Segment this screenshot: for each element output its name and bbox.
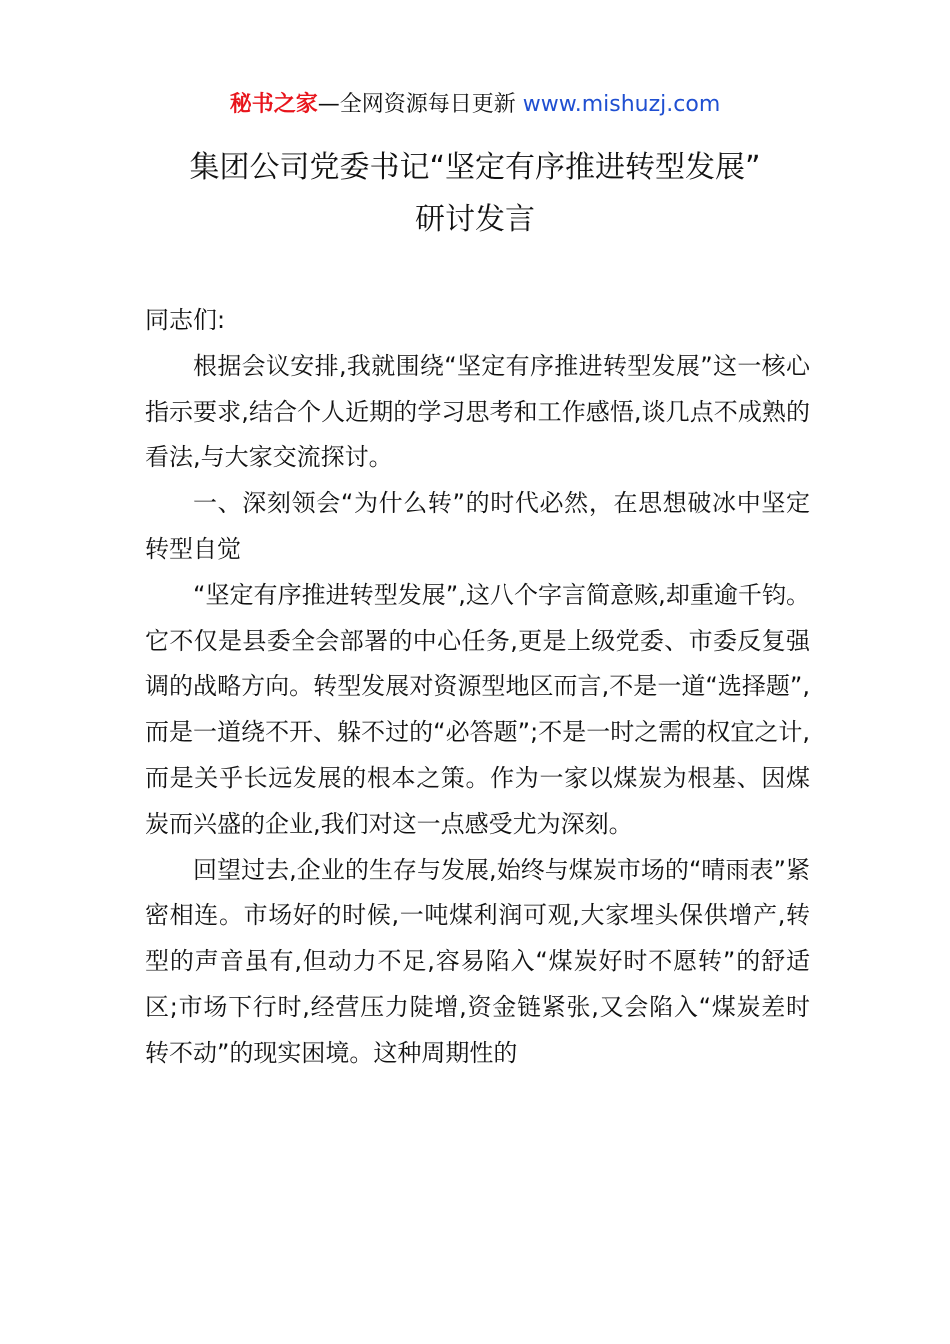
title-line-1: 集团公司党委书记“坚定有序推进转型发展” [189, 150, 761, 185]
document-title [60, 142, 890, 246]
body-paragraph: 回望过去,企业的生存与发展,始终与煤炭市场的“晴雨表”紧密相连。市场好的时候,一吨煤利润可观,大家埋头保供增产,转型的声音虽有,但动力不足,容易陷入“煤炭好时不愿转”的舒适区;市场下行时,经营压力陡增,资金链紧张,又会陷入“煤炭差时转不动”的现实困境。这种周期性的 [145, 855, 810, 1067]
title-line-2: 研讨发言 [415, 202, 535, 237]
header-tagline: —全网资源每日更新 [317, 92, 523, 117]
salutation: 同志们: [145, 306, 226, 334]
document-body [145, 298, 810, 1077]
section-heading: 一、深刻领会“为什么转”的时代必然，在思想破冰中坚定转型自觉 [145, 489, 810, 563]
site-header [0, 88, 950, 122]
body-paragraph: “坚定有序推进转型发展”,这八个字言简意赅,却重逾千钧。它不仅是县委全会部署的中心任务,更是上级党委、市委反复强调的战略方向。转型发展对资源型地区而言,不是一道“选择题”,而是一道绕不开、躲不过的“必答题”;不是一时之需的权宜之计,而是关乎长远发展的根本之策。作为一家以煤炭为根基、因煤炭而兴盛的企业,我们对这一点感受尤为深刻。 [145, 580, 810, 838]
body-paragraph: 根据会议安排,我就围绕“坚定有序推进转型发展”这一核心指示要求,结合个人近期的学习思考和工作感悟,谈几点不成熟的看法,与大家交流探讨。 [145, 351, 810, 472]
site-url-link[interactable]: www.mishuzj.com [522, 92, 721, 117]
brand-name: 秘书之家 [229, 92, 318, 117]
